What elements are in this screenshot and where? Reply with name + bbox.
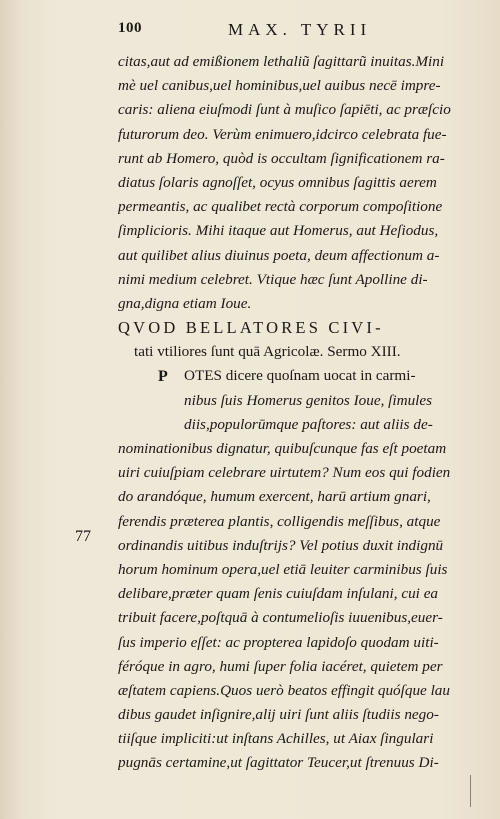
text-line: futurorum deo. Verùm enimuero,idcirco celebrata fue- — [118, 125, 447, 143]
body-text — [118, 50, 480, 776]
text-line: permeantis, ac qualibet rectà corporum compoſitione — [118, 198, 443, 216]
text-line: gna,digna etiam Ioue. — [118, 294, 252, 312]
margin-note: 77 — [75, 528, 91, 545]
text-line: caris: aliena eiuſmodi ſunt à muſico ſapiēti, ac præſcio — [118, 101, 451, 119]
text-line: ordinandis uitibus induſtrijs? Vel potius duxit indignū — [118, 536, 444, 554]
text-line: mè uel canibus,uel hominibus,uel auibus necē impre- — [118, 77, 441, 95]
page-number: 100 — [118, 20, 142, 36]
page-edge-mark — [470, 775, 471, 807]
text-line: tribuit facere,poſtquā à contumelioſis iuuenibus,euer- — [118, 609, 443, 627]
text-line: nimi medium celebret. Vtique hæc ſunt Apolline di- — [118, 270, 428, 288]
text-line: uiri cuiuſpiam celebrare uirtutem? Num eos qui fodien — [118, 464, 451, 482]
text-line: runt ab Homero, quòd is occultam ſignificationem ra- — [118, 149, 445, 167]
text-line: ſimplicioris. Mihi itaque aut Homerus, aut Heſiodus, — [118, 222, 439, 240]
text-line: féróque in agro, humi ſuper folia iacéret, quietem per — [118, 657, 443, 675]
text-line: aut quilibet alius diuinus poeta, deum affectionum a- — [118, 246, 440, 264]
text-line: citas,aut ad emißionem lethaliũ ſagittarũ inuitas.Mini — [118, 53, 445, 70]
text-line: do arandóque, humum exercent, harū artium gnari, — [118, 488, 431, 506]
text-line: delibare,præter quam ſenis cuiuſdam inſulani, cui ea — [118, 585, 439, 603]
text-line: nominationibus dignatur, quibuſcunque fas eſt poetam — [118, 440, 447, 457]
text-line: diis,populorūmque paſtores: aut aliis de- — [184, 415, 433, 433]
text-line: ferendis præterea plantis, colligendis meſſibus, atque — [118, 512, 441, 530]
section-heading: QVOD BELLATORES CIVI- — [118, 318, 384, 338]
text-line: æſtatem capiens.Quos uerò beatos effingit quóſque lau — [118, 681, 450, 699]
text-line: diatus ſolaris agnoſſet, ocyus omnibus ſagittis aerem — [118, 173, 437, 191]
text-line: pugnās certamine,ut ſagittator Teucer,ut ſtrenuus Di- — [118, 754, 439, 772]
text-line: nibus ſuis Homerus genitos Ioue, ſimules — [184, 391, 433, 409]
page-header — [118, 20, 478, 42]
text-line: horum hominum opera,uel etiā leuiter carminibus ſuis — [118, 560, 448, 578]
text-line: ſus imperio eſſet: ac propterea lapidoſo quodam uiti- — [118, 633, 439, 651]
section-subheading: tati vtiliores ſunt quā Agricolæ. Sermo XIII. — [134, 343, 401, 361]
text-line: tiiſque impliciti:ut inſtans Achilles, ut Aiax ſingulari — [118, 730, 434, 748]
drop-cap: P — [158, 368, 168, 385]
running-title: MAX. TYRII — [228, 20, 372, 39]
text-line: OTES dicere quoſnam uocat in carmi- — [184, 367, 416, 385]
text-line: dibus gaudet inſignire,alij uiri ſunt aliis ſtudiis nego- — [118, 706, 439, 724]
